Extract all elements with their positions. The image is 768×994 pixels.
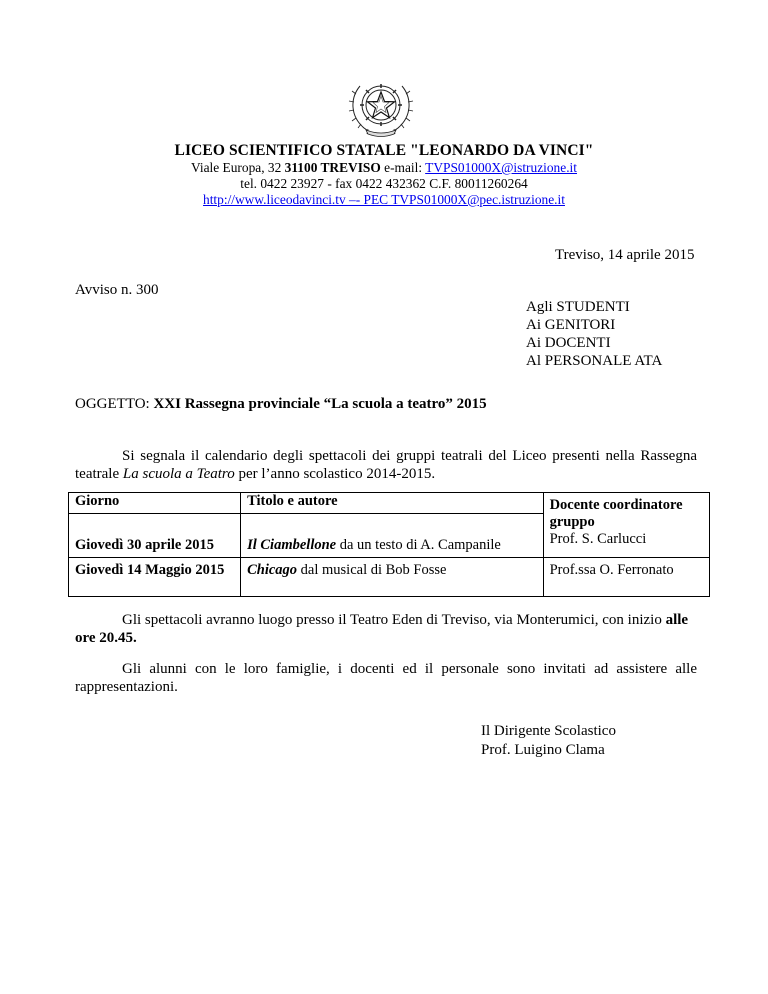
row2-title: Chicago: [247, 562, 298, 578]
letter-date: Treviso, 14 aprile 2015: [555, 247, 695, 263]
row1-author: da un testo di A. Campanile: [336, 537, 501, 553]
row1-title: Il Ciambellone: [247, 537, 337, 553]
row2-author: dal musical di Bob Fosse: [297, 562, 447, 578]
schedule-table: [68, 492, 710, 597]
school-name: LICEO SCIENTIFICO STATALE "LEONARDO DA VINCI": [174, 142, 594, 159]
row1-teacher: Prof. S. Carlucci: [549, 531, 647, 547]
phone-line: tel. 0422 23927 - fax 0422 432362 C.F. 80011260264: [240, 176, 528, 191]
venue-paragraph: [75, 611, 697, 647]
website-pec-link[interactable]: http://www.liceodavinci.tv –- PEC TVPS01000X@pec.istruzione.it: [203, 192, 565, 207]
intro-text-2: per l’anno scolastico 2014-2015.: [234, 466, 436, 482]
letterhead: [0, 142, 768, 208]
row1-title-cell: [241, 514, 543, 558]
subject-label: OGGETTO:: [75, 396, 154, 412]
notice-number: Avviso n. 300: [75, 282, 159, 298]
recipient-teachers: Ai DOCENTI: [526, 335, 611, 351]
email-label: e-mail:: [380, 160, 426, 175]
recipient-parents: Ai GENITORI: [526, 317, 616, 333]
address-city: 31100 TREVISO: [284, 160, 381, 175]
invitation-paragraph: Gli alunni con le loro famiglie, i docenti ed il personale sono invitati ad assistere alle rappresentazioni.: [75, 661, 697, 695]
intro-event-name: La scuola a Teatro: [122, 466, 235, 482]
recipient-staff: Al PERSONALE ATA: [526, 353, 663, 369]
row2-day: Giovedì 14 Maggio 2015: [69, 558, 241, 597]
header-teacher-cell: [543, 493, 709, 558]
subject-text: XXI Rassegna provinciale “La scuola a teatro” 2015: [153, 396, 487, 412]
intro-paragraph: [75, 447, 697, 483]
recipients-block: [526, 298, 662, 370]
address-street: Viale Europa, 32: [191, 160, 285, 175]
table-row: [69, 558, 710, 597]
header-title: Titolo e autore: [241, 493, 543, 514]
venue-text: Gli spettacoli avranno luogo presso il Teatro Eden di Treviso, via Monterumici, con inizio: [122, 612, 666, 628]
signature-role: Il Dirigente Scolastico: [481, 723, 616, 739]
row1-day: Giovedì 30 aprile 2015: [69, 514, 241, 558]
header-teacher: Docente coordinatore gruppo: [549, 497, 683, 530]
subject-line: [75, 395, 487, 413]
row2-teacher: Prof.ssa O. Ferronato: [543, 558, 709, 597]
intro-text-1: Si segnala il calendario degli spettacoli dei gruppi teatrali del Liceo presenti nella Rassegna teatrale: [75, 448, 697, 482]
recipient-students: Agli STUDENTI: [526, 299, 630, 315]
table-header-row: [69, 493, 710, 514]
email-link[interactable]: TVPS01000X@istruzione.it: [425, 160, 577, 175]
venue-time: alle ore 20.45.: [75, 612, 689, 646]
address-line: [0, 160, 768, 176]
row2-title-cell: [241, 558, 543, 597]
signature-name: Prof. Luigino Clama: [481, 742, 605, 758]
italian-republic-emblem-icon: [346, 72, 416, 138]
signature-block: [481, 722, 616, 760]
header-day: Giorno: [69, 493, 241, 514]
